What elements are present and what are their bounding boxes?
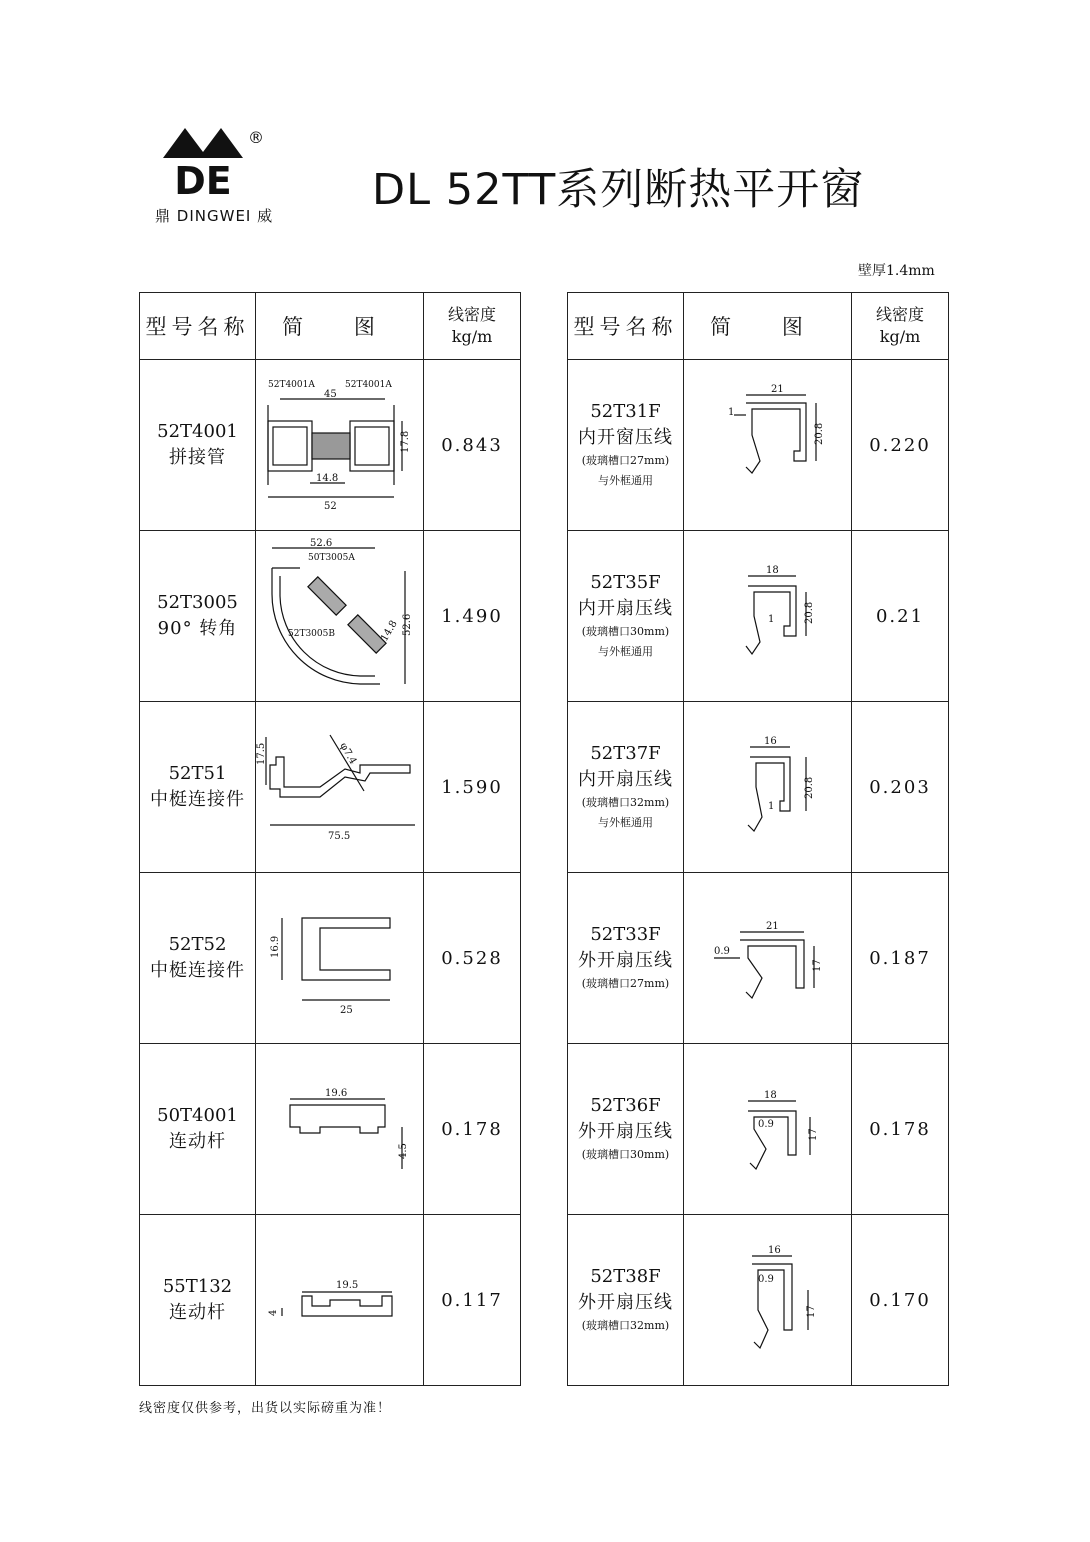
dim-value: 1 — [767, 801, 774, 812]
dim-value: 52.6 — [401, 613, 413, 636]
profile-diagram — [256, 1215, 424, 1386]
header-diagram: 简 图 — [684, 293, 852, 360]
dim-value: 25 — [339, 1005, 353, 1016]
density-value: 0.170 — [852, 1215, 949, 1386]
dim-value: 21 — [770, 384, 784, 395]
spec-table-right — [567, 292, 949, 1386]
product-name: 拼接管 — [169, 447, 226, 468]
profile-diagram — [256, 702, 424, 873]
product-name: 内开扇压线 — [578, 769, 673, 790]
dim-value: 75.5 — [327, 831, 350, 842]
dim-label: 50T3005A — [307, 553, 355, 563]
product-name: 外开扇压线 — [578, 1121, 673, 1142]
product-cell — [140, 360, 256, 531]
dim-value: 14.8 — [315, 473, 338, 484]
profile-diagram — [256, 360, 424, 531]
product-note: 与外框通用 — [598, 474, 653, 487]
product-name: 中梃连接件 — [150, 789, 245, 810]
dim-value: 16 — [767, 1245, 781, 1256]
product-code: 52T51 — [168, 763, 227, 784]
product-code: 52T36F — [590, 1095, 661, 1116]
product-cell — [568, 873, 684, 1044]
table-row — [568, 360, 949, 531]
profile-diagram — [684, 702, 852, 873]
dim-value: 20.8 — [803, 776, 815, 799]
dim-value: 17.8 — [399, 430, 411, 453]
product-code: 52T37F — [590, 743, 661, 764]
product-code: 52T4001 — [157, 421, 238, 442]
dim-value: 18 — [763, 1090, 777, 1101]
dim-value: 0.9 — [757, 1119, 774, 1130]
density-value: 0.178 — [852, 1044, 949, 1215]
product-cell — [140, 531, 256, 702]
product-note: (玻璃槽口32mm) — [581, 796, 670, 809]
profile-52T35F-drawing — [688, 546, 848, 686]
dim-value: φ7.4 — [336, 741, 358, 767]
profile-52T3005-drawing — [260, 536, 420, 696]
spec-table-left — [139, 292, 521, 1386]
dim-label: 52T4001A — [267, 380, 315, 390]
product-name: 连动杆 — [169, 1131, 226, 1152]
dim-value: 21 — [765, 921, 779, 932]
profile-52T4001-drawing — [260, 375, 420, 515]
profile-52T33F-drawing — [688, 888, 848, 1028]
table-header — [140, 293, 521, 360]
profile-55T132-drawing — [260, 1230, 420, 1370]
density-value: 0.187 — [852, 873, 949, 1044]
product-note: (玻璃槽口27mm) — [581, 977, 670, 990]
product-name: 内开窗压线 — [578, 427, 673, 448]
product-code: 52T31F — [590, 401, 661, 422]
table-row — [140, 1044, 521, 1215]
header-diagram: 简 图 — [256, 293, 424, 360]
product-note: 与外框通用 — [598, 816, 653, 829]
dim-value: 45 — [323, 389, 337, 400]
density-value: 1.590 — [424, 702, 521, 873]
dim-value: 16.9 — [269, 935, 281, 958]
footer-note: 线密度仅供参考，出货以实际磅重为准！ — [139, 1401, 392, 1416]
table-row — [568, 702, 949, 873]
svg-text:DE: DE — [174, 159, 232, 203]
product-code: 52T3005 — [157, 592, 238, 613]
dim-value: 14.8 — [378, 618, 400, 644]
dingwei-logo-icon — [163, 128, 243, 203]
profile-52T36F-drawing — [688, 1059, 848, 1199]
table-row — [568, 531, 949, 702]
profile-diagram — [684, 873, 852, 1044]
dim-value: 17 — [805, 1305, 817, 1318]
dim-value: 19.5 — [335, 1280, 358, 1291]
product-name: 中梃连接件 — [150, 960, 245, 981]
product-code: 52T38F — [590, 1266, 661, 1287]
dim-value: 20.8 — [803, 601, 815, 624]
product-note: (玻璃槽口30mm) — [581, 1148, 670, 1161]
profile-diagram — [256, 531, 424, 702]
header-name: 型号名称 — [568, 293, 684, 360]
table-row — [140, 702, 521, 873]
dim-label: 52T3005B — [287, 629, 335, 639]
registered-mark: ® — [248, 128, 264, 147]
density-value: 0.528 — [424, 873, 521, 1044]
header-name: 型号名称 — [140, 293, 256, 360]
brand-name: DINGWEI — [176, 207, 252, 225]
table-row — [568, 1215, 949, 1386]
profile-52T52-drawing — [260, 888, 420, 1028]
dim-value: 18 — [765, 565, 779, 576]
product-cell — [140, 1215, 256, 1386]
product-cell — [568, 702, 684, 873]
product-name: 90° 转角 — [157, 618, 238, 639]
profile-52T31F-drawing — [688, 375, 848, 515]
product-cell — [140, 873, 256, 1044]
dim-value: 1 — [767, 614, 774, 625]
density-value: 1.490 — [424, 531, 521, 702]
profile-diagram — [256, 1044, 424, 1215]
table-header — [568, 293, 949, 360]
dim-value: 4 — [267, 1309, 279, 1316]
profile-diagram — [256, 873, 424, 1044]
product-cell — [568, 531, 684, 702]
profile-52T51-drawing — [255, 717, 420, 857]
profile-diagram — [684, 360, 852, 531]
page-title: DL 52TT系列断热平开窗 — [372, 165, 865, 215]
product-name: 外开扇压线 — [578, 950, 673, 971]
table-row — [568, 1044, 949, 1215]
profile-diagram — [684, 531, 852, 702]
brand-logo — [155, 128, 275, 228]
product-code: 55T132 — [162, 1276, 233, 1297]
product-code: 52T35F — [590, 572, 661, 593]
product-note: (玻璃槽口27mm) — [581, 454, 670, 467]
dim-value: 0.9 — [757, 1274, 774, 1285]
dim-value: 1 — [727, 407, 734, 418]
profile-52T37F-drawing — [688, 717, 848, 857]
density-value: 0.220 — [852, 360, 949, 531]
density-value: 0.203 — [852, 702, 949, 873]
density-value: 0.843 — [424, 360, 521, 531]
dim-value: 52.6 — [309, 538, 332, 549]
product-cell — [140, 702, 256, 873]
product-name: 外开扇压线 — [578, 1292, 673, 1313]
header-density: 线密度 kg/m — [852, 293, 949, 360]
dim-value: 17.5 — [255, 742, 267, 765]
brand-caption — [155, 205, 280, 226]
product-code: 50T4001 — [157, 1105, 238, 1126]
product-cell — [568, 360, 684, 531]
product-note: 与外框通用 — [598, 645, 653, 658]
product-cell — [140, 1044, 256, 1215]
profile-52T38F-drawing — [688, 1230, 848, 1370]
product-cell — [568, 1044, 684, 1215]
dim-value: 4.5 — [397, 1143, 409, 1159]
table-row — [568, 873, 949, 1044]
density-value: 0.178 — [424, 1044, 521, 1215]
header-density: 线密度 kg/m — [424, 293, 521, 360]
product-name: 内开扇压线 — [578, 598, 673, 619]
dim-value: 16 — [763, 736, 777, 747]
brand-cn-right: 威 — [257, 207, 274, 225]
table-row — [140, 1215, 521, 1386]
dim-value: 17 — [807, 1128, 819, 1141]
dim-value: 19.6 — [324, 1088, 347, 1099]
dim-value: 17 — [811, 959, 823, 972]
product-note: (玻璃槽口30mm) — [581, 625, 670, 638]
product-code: 52T33F — [590, 924, 661, 945]
dim-label: 52T4001A — [344, 380, 392, 390]
product-name: 连动杆 — [169, 1302, 226, 1323]
density-value: 0.117 — [424, 1215, 521, 1386]
product-cell — [568, 1215, 684, 1386]
dim-value: 20.8 — [813, 422, 825, 445]
profile-diagram — [684, 1044, 852, 1215]
dim-value: 52 — [323, 501, 337, 512]
table-row — [140, 360, 521, 531]
product-note: (玻璃槽口32mm) — [581, 1319, 670, 1332]
table-row — [140, 531, 521, 702]
product-code: 52T52 — [168, 934, 227, 955]
dim-value: 0.9 — [713, 946, 730, 957]
profile-50T4001-drawing — [260, 1059, 420, 1199]
brand-cn-left: 鼎 — [155, 207, 172, 225]
density-value: 0.21 — [852, 531, 949, 702]
wall-thickness: 壁厚1.4mm — [858, 263, 935, 279]
table-row — [140, 873, 521, 1044]
profile-diagram — [684, 1215, 852, 1386]
